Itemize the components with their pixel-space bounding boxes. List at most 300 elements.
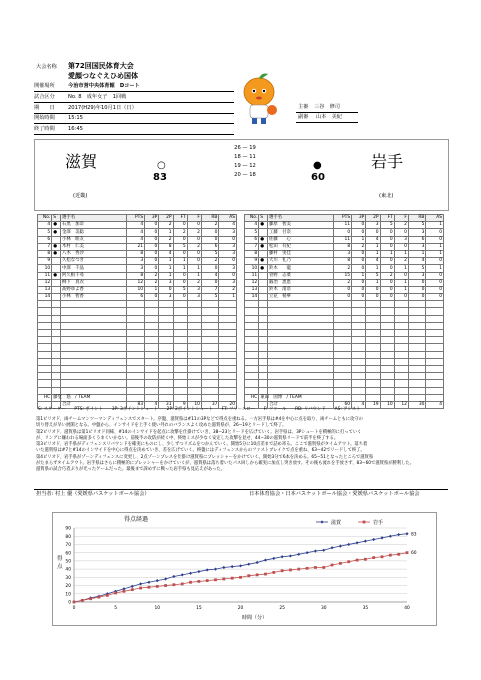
stat-cell (259, 294, 268, 301)
stat-cell (259, 322, 268, 329)
stat-cell: 2P (159, 215, 173, 222)
stat-cell: 19 (366, 401, 380, 408)
stat-cell: 1 (426, 222, 444, 229)
stat-cell (52, 337, 61, 344)
stat-cell: 0 (394, 243, 408, 250)
stat-cell (380, 322, 394, 329)
stat-cell (245, 308, 259, 315)
stat-cell (126, 351, 145, 358)
stat-cell: 4 (426, 401, 444, 408)
data-point (231, 565, 234, 568)
stat-cell: 鈴木 龍 (267, 265, 333, 272)
end-time-label: 終了時間 (34, 126, 55, 132)
stat-cell: 0 (352, 229, 366, 236)
stat-cell: 2 (394, 258, 408, 265)
stat-cell: 1 (352, 272, 366, 279)
data-point (297, 553, 300, 556)
data-point (98, 596, 101, 599)
stat-cell (187, 337, 201, 344)
stat-cell (219, 337, 237, 344)
stat-cell (408, 315, 425, 322)
stat-cell: 0 (352, 222, 366, 229)
stat-cell (145, 330, 159, 337)
data-point (380, 536, 383, 539)
stat-cell: 鍛冶 恵恵 (267, 279, 333, 286)
stat-cell (159, 315, 173, 322)
stat-cell: 9 (245, 258, 259, 265)
stat-cell (201, 373, 218, 380)
data-point (148, 586, 151, 589)
stat-cell (408, 337, 425, 344)
stat-cell (352, 344, 366, 351)
stat-cell: 2 (159, 222, 173, 229)
stat-cell: 5 (173, 286, 187, 293)
data-point (339, 544, 342, 547)
stat-cell (394, 358, 408, 365)
stat-cell (380, 308, 394, 315)
stat-cell: 3 (187, 286, 201, 293)
stat-cell: 7 (201, 286, 218, 293)
stat-cell: 0 (333, 294, 352, 301)
stat-cell: 4 (126, 229, 145, 236)
stat-cell: 5 (408, 222, 425, 229)
data-point (214, 578, 217, 581)
player-row (245, 222, 444, 229)
stat-cell (408, 351, 425, 358)
empty-row (38, 337, 237, 344)
stat-cell: 13 (245, 286, 259, 293)
stat-cell (333, 394, 352, 401)
stat-cell: RB (408, 215, 425, 222)
stat-cell (394, 322, 408, 329)
stat-cell (408, 322, 425, 329)
stat-cell (333, 365, 352, 372)
stat-cell (352, 380, 366, 387)
stat-cell (352, 373, 366, 380)
data-point (264, 558, 267, 561)
empty-row (245, 365, 444, 372)
stat-cell: 東田 国博 / TEAM (260, 394, 302, 400)
stat-cell (408, 344, 425, 351)
data-point (322, 549, 325, 552)
stat-cell (426, 380, 444, 387)
stat-cell: 3 (408, 243, 425, 250)
stat-cell (145, 358, 159, 365)
data-point (330, 546, 333, 549)
chart-x-axis-label: 時間（分） (242, 615, 268, 621)
stat-cell: 2 (187, 279, 201, 286)
stat-cell: 1 (426, 243, 444, 250)
stat-cell: 1 (394, 265, 408, 272)
stat-cell: 3 (126, 258, 145, 265)
quarter-home: 18 (234, 154, 241, 160)
x-tick-label: 15 (196, 606, 202, 611)
stat-cell (259, 365, 268, 372)
stat-cell (366, 337, 380, 344)
data-point (364, 540, 367, 543)
stat-cell (333, 308, 352, 315)
stat-cell: 0 (426, 279, 444, 286)
stat-cell (426, 322, 444, 329)
stat-cell: 小林 智香 (60, 294, 126, 301)
stat-cell (267, 387, 333, 394)
stat-cell: 0 (145, 265, 159, 272)
stat-cell: F (394, 215, 408, 222)
stat-cell (333, 322, 352, 329)
stat-cell (366, 344, 380, 351)
stat-cell (426, 330, 444, 337)
empty-row (38, 380, 237, 387)
stat-cell: 0 (201, 229, 218, 236)
stat-cell (366, 373, 380, 380)
empty-row (38, 344, 237, 351)
stat-cell (145, 344, 159, 351)
stat-cell (126, 301, 145, 308)
quarter-row: 20 — 18 (234, 172, 256, 178)
data-point (364, 558, 367, 561)
stat-cell (52, 322, 61, 329)
stat-cell (259, 358, 268, 365)
stat-cell (333, 315, 352, 322)
stat-cell: 9 (173, 401, 187, 408)
stat-cell (366, 330, 380, 337)
stat-cell: ● (259, 222, 268, 229)
stat-cell: 3 (159, 279, 173, 286)
stat-cell (219, 330, 237, 337)
stat-cell: 2 (201, 258, 218, 265)
home-end-label: 83 (411, 532, 417, 538)
stat-cell: 0 (173, 294, 187, 301)
stat-cell (394, 351, 408, 358)
empty-row (38, 315, 237, 322)
stat-cell: No. (38, 215, 52, 222)
stat-cell: 1 (394, 286, 408, 293)
player-row (245, 286, 444, 293)
stat-cell: 6 (408, 236, 425, 243)
data-point (231, 577, 234, 580)
stat-cell: 1 (366, 243, 380, 250)
stat-cell (38, 337, 52, 344)
stat-cell: 0 (145, 258, 159, 265)
stat-cell (60, 308, 126, 315)
y-tick-label: 50 (65, 559, 71, 565)
stat-cell (187, 380, 201, 387)
report-line: がたまらずタイムアウト。岩手県はさらに積極的にプレッシャーをかけていくが、滋賀県は落ち着いたパス回しから確実に加点し突き放す。その後も流れを手放さず、83−60で滋賀県が勝利した。 (36, 461, 414, 467)
data-point (173, 583, 176, 586)
stat-cell (408, 380, 425, 387)
data-point (381, 555, 384, 558)
stat-cell: 2 (394, 222, 408, 229)
tournament-name: 第72回国民体育大会 (68, 62, 134, 70)
stat-cell (408, 394, 425, 401)
stat-cell: 1 (366, 265, 380, 272)
stat-cell (159, 373, 173, 380)
stat-cell: 1 (380, 250, 394, 257)
data-point (272, 557, 275, 560)
stat-cell (52, 294, 61, 301)
stat-cell: AS (426, 215, 444, 222)
stat-cell: 立花 稜華 (267, 294, 333, 301)
coach-row (245, 394, 444, 401)
tournament-subtitle: 愛顔つなぐえひめ国体 (68, 72, 138, 80)
data-point (289, 554, 292, 557)
stat-cell: 4 (126, 236, 145, 243)
data-point (372, 538, 375, 541)
stat-cell: 阿久根千尋 (60, 272, 126, 279)
quarter-home: 20 (234, 172, 241, 178)
data-point (306, 567, 309, 570)
data-point (114, 592, 117, 595)
stat-cell (159, 358, 173, 365)
stat-cell (426, 315, 444, 322)
stat-cell: 12 (126, 279, 145, 286)
data-point (73, 601, 76, 604)
stat-cell: 0 (380, 265, 394, 272)
stat-cell: 7 (38, 243, 52, 250)
stat-cell (60, 301, 126, 308)
stat-cell: 0 (145, 294, 159, 301)
stat-cell (52, 258, 61, 265)
stat-cell (38, 315, 52, 322)
stat-cell (245, 387, 259, 394)
stat-cell (52, 365, 61, 372)
stat-cell: 1 (159, 258, 173, 265)
stat-cell (426, 365, 444, 372)
stat-cell (38, 301, 52, 308)
x-tick-label: 40 (404, 606, 410, 611)
stat-cell (394, 315, 408, 322)
stat-cell (394, 365, 408, 372)
data-point (131, 588, 134, 591)
stat-cell (333, 387, 352, 394)
stat-cell (52, 279, 61, 286)
stat-cell: 2 (333, 279, 352, 286)
data-point (314, 549, 317, 552)
end-time-value: 16:45 (68, 126, 83, 132)
stat-cell: 11 (38, 272, 52, 279)
stat-cell (394, 380, 408, 387)
stat-cell (380, 330, 394, 337)
empty-row (245, 380, 444, 387)
stat-cell (60, 330, 126, 337)
stat-cell: 31 (159, 401, 173, 408)
away-end-label: 60 (411, 551, 417, 557)
empty-row (245, 315, 444, 322)
stat-cell: 0 (380, 279, 394, 286)
stat-cell: 83 (126, 401, 145, 408)
stat-cell: 菅野 志菜 (267, 272, 333, 279)
stat-cell: 3 (394, 236, 408, 243)
stat-cell: 4 (219, 222, 237, 229)
stat-cell: 0 (219, 258, 237, 265)
stat-cell (187, 358, 201, 365)
stat-cell (145, 373, 159, 380)
stat-cell: 2 (352, 243, 366, 250)
report-line: 滋賀県の試合巧者ぶりが光ったゲームだった。最後まで諦めずに戦った岩手県も見応えがあった。 (36, 467, 226, 473)
stat-cell: 0 (219, 236, 237, 243)
stat-cell: 6 (38, 236, 52, 243)
data-point (331, 564, 334, 567)
stat-cell (380, 315, 394, 322)
stat-cell: 0 (408, 286, 425, 293)
stat-cell (201, 394, 218, 401)
empty-row (245, 301, 444, 308)
stat-cell (366, 358, 380, 365)
stat-cell (173, 373, 187, 380)
data-point (256, 561, 259, 564)
stat-cell: 3 (219, 279, 237, 286)
player-row (38, 294, 237, 301)
stat-cell (38, 308, 52, 315)
empty-row (245, 330, 444, 337)
player-row (38, 272, 237, 279)
player-row (38, 243, 237, 250)
empty-row (245, 322, 444, 329)
stat-cell: 2 (173, 229, 187, 236)
stat-cell (159, 301, 173, 308)
stat-cell (352, 301, 366, 308)
empty-row (38, 308, 237, 315)
data-point (164, 577, 167, 580)
stat-cell: 9 (38, 258, 52, 265)
away-box-score (244, 214, 444, 408)
stat-cell (159, 322, 173, 329)
empty-row (38, 358, 237, 365)
stat-cell: 0 (201, 279, 218, 286)
empty-row (245, 373, 444, 380)
stat-cell (60, 358, 126, 365)
stat-cell (219, 373, 237, 380)
stat-cell: 0 (352, 294, 366, 301)
stat-cell (187, 344, 201, 351)
stat-cell (219, 301, 237, 308)
stat-cell: 1 (219, 294, 237, 301)
stat-cell (245, 358, 259, 365)
stat-cell (394, 373, 408, 380)
empty-row (38, 373, 237, 380)
quarter-away: 12 (249, 163, 256, 169)
data-point (214, 568, 217, 571)
stat-cell (201, 322, 218, 329)
stat-cell: S (259, 215, 268, 222)
stat-cell: 2 (380, 272, 394, 279)
stat-cell (52, 387, 61, 394)
stat-cell (52, 236, 61, 243)
away-score: 60 (311, 172, 325, 183)
report-line: 第1ピリオド、両チームマンツーマンディフェンスでスタート。序盤、滋賀県は#11の3Pなどで得点を重ねる。一方岩手県は#4を中心に点を取り、両チームともに攻守の (36, 417, 363, 422)
player-row (38, 236, 237, 243)
stat-cell (126, 315, 145, 322)
referee-label: 主審 (298, 104, 309, 110)
stat-cell (60, 351, 126, 358)
away-stats-table (244, 214, 444, 409)
data-point (289, 569, 292, 572)
stat-cell: 鈴木 渚奈 (267, 286, 333, 293)
home-score: 83 (153, 172, 167, 183)
header-rule (296, 122, 358, 123)
stat-cell (173, 380, 187, 387)
stat-cell (187, 365, 201, 372)
stat-cell: ● (259, 265, 268, 272)
stat-cell (60, 387, 126, 394)
data-point (81, 599, 84, 602)
stat-cell: 3 (187, 294, 201, 301)
stat-cell: 小林 睦友 (60, 236, 126, 243)
date-label: 期 日 (34, 105, 55, 111)
stat-cell (145, 301, 159, 308)
stat-cell: 3 (219, 250, 237, 257)
stat-cell (219, 387, 237, 394)
stat-cell: 0 (366, 286, 380, 293)
y-tick-label: 40 (65, 567, 71, 573)
stat-cell: ● (259, 258, 268, 265)
stat-cell (333, 373, 352, 380)
stat-cell: 4 (366, 236, 380, 243)
stat-cell: 3 (159, 294, 173, 301)
stat-cell (126, 394, 145, 401)
empty-row (245, 387, 444, 394)
stat-cell (380, 394, 394, 401)
stat-cell: 8 (333, 258, 352, 265)
stat-cell: FT (173, 215, 187, 222)
stat-cell: 石黒 加奈 (60, 222, 126, 229)
stat-cell: 0 (352, 258, 366, 265)
data-point (389, 535, 392, 538)
stat-cell: 4 (408, 258, 425, 265)
stat-cell: RB (201, 215, 218, 222)
player-row (245, 294, 444, 301)
player-row (38, 258, 237, 265)
stat-cell (352, 365, 366, 372)
stat-cell: 37 (201, 401, 218, 408)
x-tick-label: 35 (362, 606, 369, 611)
date-value: 2017(H29)年10月1日（日） (68, 105, 137, 111)
stat-cell: 0 (366, 229, 380, 236)
x-tick-label: 10 (154, 606, 161, 611)
home-box-score (37, 214, 237, 408)
y-tick-label: 60 (65, 551, 71, 557)
stat-cell: 久松なつき (60, 258, 126, 265)
stat-cell: 4 (38, 222, 52, 229)
stat-cell (267, 365, 333, 372)
stat-cell (366, 308, 380, 315)
report-line: いた滋賀県は#7と#14のインサイドを中心に得点を決めていき、差を広げていく。終盤にはディフェンスからのファストブレイクで点を重ね、63−42でリードして終了。 (36, 448, 365, 454)
data-point (306, 551, 309, 554)
stat-cell: 藤原 智美 (267, 222, 333, 229)
stat-cell: ● (52, 229, 61, 236)
stat-cell (52, 265, 61, 272)
data-point (147, 581, 150, 584)
stat-cell (52, 358, 61, 365)
stat-cell: 12 (394, 401, 408, 408)
player-row (245, 258, 444, 265)
stat-cell: 0 (173, 222, 187, 229)
stat-cell: 0 (394, 229, 408, 236)
data-point (297, 568, 300, 571)
stat-cell (159, 351, 173, 358)
stat-cell: 2 (219, 286, 237, 293)
stat-cell (145, 380, 159, 387)
stat-cell (380, 358, 394, 365)
stat-cell: 15 (333, 272, 352, 279)
stat-cell (201, 308, 218, 315)
stat-cell (267, 344, 333, 351)
data-point (189, 572, 192, 575)
stat-cell (394, 387, 408, 394)
y-tick-label: 90 (65, 526, 71, 532)
stat-cell (173, 330, 187, 337)
stat-cell (267, 337, 333, 344)
